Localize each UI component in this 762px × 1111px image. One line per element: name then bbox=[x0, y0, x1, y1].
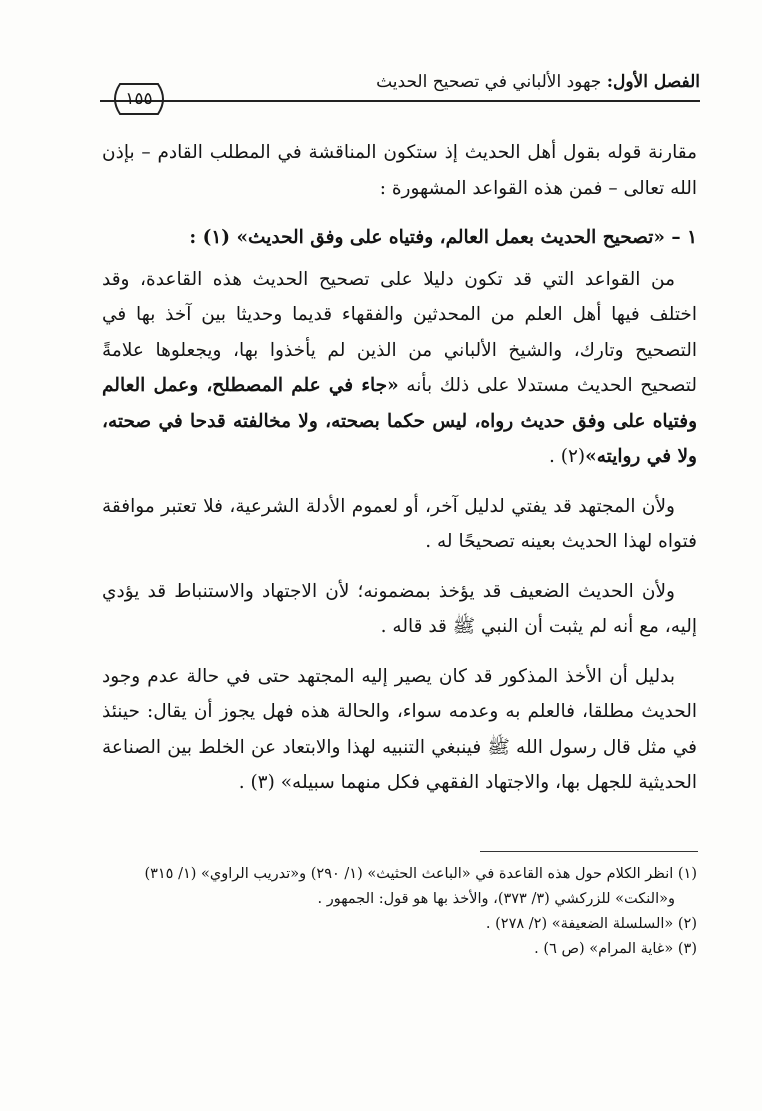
chapter-label: الفصل الأول: bbox=[606, 72, 700, 92]
page-number-badge bbox=[108, 82, 170, 116]
footnotes bbox=[102, 862, 697, 962]
section-heading: ١ – «تصحيح الحديث بعمل العالم، وفتياه على وفق الحديث» (١) : bbox=[189, 227, 697, 248]
chapter-title: جهود الألباني في تصحيح الحديث bbox=[376, 72, 607, 92]
running-title bbox=[376, 72, 700, 92]
paragraph-evidence: بدليل أن الأخذ المذكور قد كان يصير إليه المجتهد حتى في حالة عدم وجود الحديث مطلقا، فالعلم به وعدمه سواء، والحالة هذه فهل يجوز أن يقال: حينئذ في مثل قال رسول الله ﷺ فينبغي التنبيه لهذا والابتعاد عن الخلط بين الصناعة الحديثية للجهل بها، والاجتهاد الفقهي فكل منهما سبيله» (٣) . bbox=[102, 665, 697, 793]
footnote-1-continued: و«النكت» للزركشي (٣/ ٣٧٣)، والأخذ بها هو قول: الجمهور . bbox=[317, 891, 675, 907]
paragraph-rule bbox=[102, 262, 697, 475]
paragraph-rule-text: من القواعد التي قد تكون دليلا على تصحيح الحديث هذه القاعدة، وقد اختلف فيها أهل العلم من المحدثين والفقهاء قديما وحديثا بين آخذ بها في التصحيح وتارك، والشيخ الألباني من الذين لم يأخذوا بها، ويجعلوها علامةً لتصحيح الحديث مستدلا على ذلك بأنه bbox=[102, 268, 697, 396]
header-rule bbox=[100, 100, 700, 102]
paragraph-weak-hadith: ولأن الحديث الضعيف قد يؤخذ بمضمونه؛ لأن الاجتهاد والاستنباط قد يؤدي إليه، مع أنه لم يثبت أن النبي ﷺ قد قاله . bbox=[102, 580, 697, 637]
page-header bbox=[0, 64, 700, 124]
paragraph-mujtahid: ولأن المجتهد قد يفتي لدليل آخر، أو لعموم الأدلة الشرعية، فلا تعتبر موافقة فتواه لهذا الحديث بعينه تصحيحًا له . bbox=[102, 495, 697, 552]
main-text bbox=[102, 135, 697, 815]
footnote-1: (١) انظر الكلام حول هذه القاعدة في «الباعث الحثيث» (١/ ٢٩٠) و«تدريب الراوي» (١/ ٣١٥) bbox=[144, 866, 697, 882]
paragraph-rule-ref: (٢) . bbox=[549, 446, 586, 467]
footnote-3: (٣) «غاية المرام» (ص ٦) . bbox=[534, 941, 697, 957]
footnote-2: (٢) «السلسلة الضعيفة» (٢/ ٢٧٨) . bbox=[485, 916, 697, 932]
page-number: ١٥٥ bbox=[125, 89, 153, 109]
paragraph-rule-quote: «جاء في علم المصطلح، وعمل العالم وفتياه على وفق حديث رواه، ليس حكما بصحته، ولا مخالفته قدحا في صحته، ولا في روايته» bbox=[102, 375, 697, 467]
footnote-divider bbox=[480, 851, 698, 852]
paragraph-intro: مقارنة قوله بقول أهل الحديث إذ ستكون المناقشة في المطلب القادم – بإذن الله تعالى – فمن هذه القواعد المشهورة : bbox=[102, 142, 697, 199]
